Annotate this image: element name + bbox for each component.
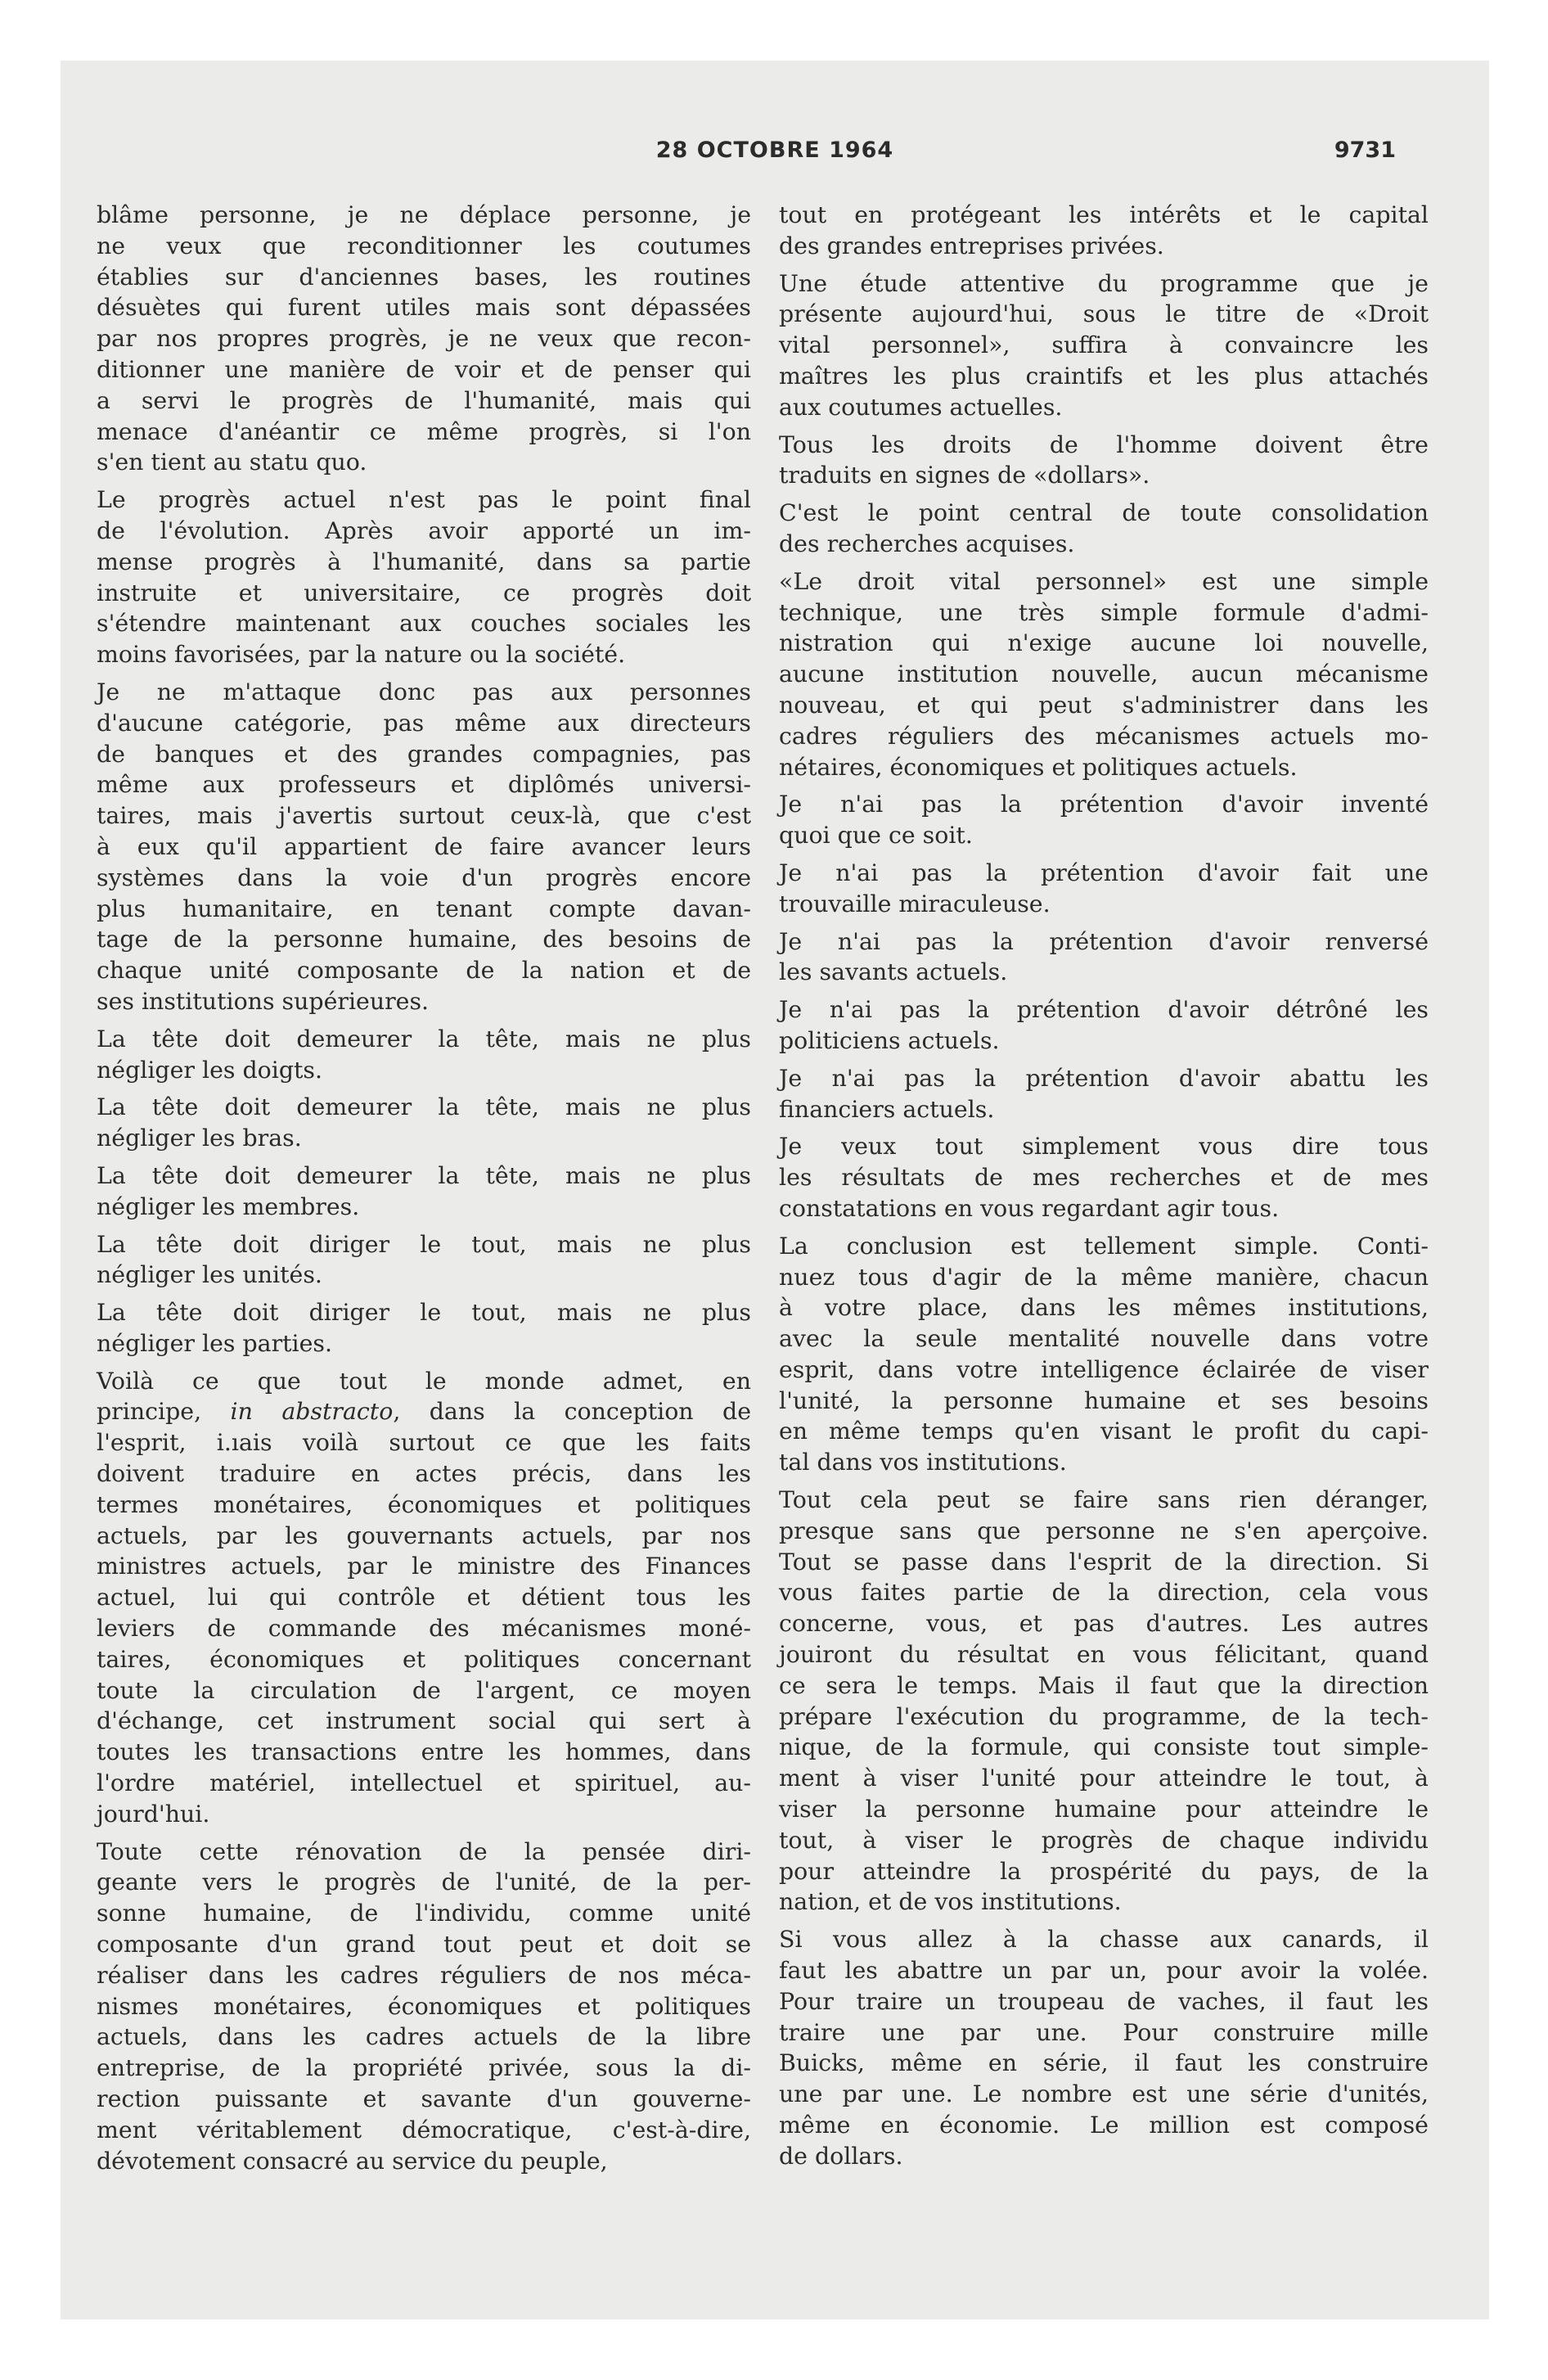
text-line: Toute cette rénovation de la pensée diri-: [97, 1837, 751, 1865]
paragraph: [779, 1231, 1429, 1478]
text-line: menace d'anéantir ce même progrès, si l'on: [97, 417, 751, 445]
text-line: établies sur d'anciennes bases, les routines: [97, 263, 751, 291]
text-line: Je n'ai pas la prétention d'avoir renversé: [779, 927, 1429, 955]
text-line: jourd'hui.: [97, 1800, 210, 1828]
text-line: trouvaille miraculeuse.: [779, 890, 1051, 917]
text-line: La tête doit diriger le tout, mais ne plus: [97, 1299, 751, 1327]
text-line: tout, à viser le progrès de chaque individu: [779, 1826, 1429, 1854]
text-line: présente aujourd'hui, sous le titre de «Droit: [779, 300, 1429, 328]
text-line: ses institutions supérieures.: [97, 987, 430, 1015]
paragraph: [97, 1366, 751, 1830]
text-line: actuels, par les gouvernants actuels, par nos: [97, 1521, 751, 1549]
paragraph: [97, 200, 751, 478]
text-line: en même temps qu'en visant le profit du capi-: [779, 1418, 1429, 1445]
paragraph: [779, 200, 1429, 262]
text-line: Tout cela peut se faire sans rien déranger,: [779, 1486, 1429, 1514]
text-line: Une étude attentive du programme que je: [779, 269, 1429, 297]
text-line: actuel, lui qui contrôle et détient tous les: [97, 1584, 751, 1611]
text-line: systèmes dans la voie d'un progrès encore: [97, 863, 751, 891]
text-line: négliger les parties.: [97, 1329, 333, 1357]
text-line: pour atteindre la prospérité du pays, de la: [779, 1857, 1429, 1885]
text-line: quoi que ce soit.: [779, 822, 973, 850]
text-line: de dollars.: [779, 2142, 903, 2170]
paragraph: [779, 994, 1429, 1057]
text-line: a servi le progrès de l'humanité, mais qui: [97, 386, 751, 414]
left-column: [97, 200, 751, 2176]
text-line: Tout se passe dans l'esprit de la direction. Si: [779, 1548, 1429, 1575]
text-line: entreprise, de la propriété privée, sous la di-: [97, 2054, 751, 2082]
paragraph: [97, 1092, 751, 1154]
text-line: de banques et des grandes compagnies, pas: [97, 740, 751, 768]
text-line: nouveau, et qui peut s'administrer dans les: [779, 691, 1429, 719]
text-line: La conclusion est tellement simple. Conti-: [779, 1232, 1429, 1260]
paragraph: [779, 1924, 1429, 2171]
paragraph-gap: [779, 851, 1429, 858]
text-line: plus humanitaire, en tenant compte davan-: [97, 895, 751, 922]
text-line: prépare l'exécution du programme, de la tech-: [779, 1702, 1429, 1730]
paragraph-gap: [97, 1017, 751, 1024]
paragraph: [97, 1297, 751, 1359]
paragraph-gap: [97, 478, 751, 485]
paragraph-gap: [779, 920, 1429, 926]
text-line: blâme personne, je ne déplace personne, je: [97, 201, 751, 228]
paragraph-gap: [97, 1085, 751, 1092]
text-line: à votre place, dans les mêmes institutions,: [779, 1294, 1429, 1322]
text-line: financiers actuels.: [779, 1095, 995, 1123]
text-line: nation, et de vos institutions.: [779, 1888, 1122, 1916]
text-line: toutes les transactions entre les hommes, dans: [97, 1738, 751, 1766]
paragraph: [779, 1131, 1429, 1224]
paragraph: [779, 268, 1429, 423]
text-line: ne veux que reconditionner les coutumes: [97, 232, 751, 259]
paragraph: [779, 789, 1429, 851]
text-line: actuels, dans les cadres actuels de la libre: [97, 2023, 751, 2051]
text-line: ce sera le temps. Mais il faut que la direction: [779, 1671, 1429, 1699]
text-line: une par une. Le nombre est une série d'unités,: [779, 2080, 1429, 2108]
paragraph: [97, 485, 751, 670]
text-line: La tête doit diriger le tout, mais ne plus: [97, 1230, 751, 1258]
text-line: nistration qui n'exige aucune loi nouvelle,: [779, 629, 1429, 657]
text-line: esprit, dans votre intelligence éclairée de viser: [779, 1355, 1429, 1383]
text-line: Je veux tout simplement vous dire tous: [779, 1133, 1429, 1161]
text-line: Je n'ai pas la prétention d'avoir détrôné les: [779, 996, 1429, 1024]
text-line: geante vers le progrès de l'unité, de la per-: [97, 1868, 751, 1896]
text-line: l'ordre matériel, intellectuel et spirituel, au-: [97, 1769, 751, 1797]
text-line: sonne humaine, de l'individu, comme unité: [97, 1900, 751, 1927]
text-line: ditionner une manière de voir et de penser qui: [97, 355, 751, 383]
text-line: constatations en vous regardant agir tous.: [779, 1194, 1280, 1222]
text-line: les résultats de mes recherches et de mes: [779, 1164, 1429, 1192]
text-line: Si vous allez à la chasse aux canards, il: [779, 1926, 1429, 1954]
paragraph: [97, 1161, 751, 1223]
text-line: nismes monétaires, économiques et politiques: [97, 1992, 751, 2020]
text-line: aux coutumes actuelles.: [779, 393, 1063, 421]
paragraph: [779, 858, 1429, 920]
paragraph-gap: [779, 1125, 1429, 1131]
text-line: par nos propres progrès, je ne veux que recon-: [97, 325, 751, 353]
paragraph-gap: [779, 491, 1429, 498]
text-line: Pour traire un troupeau de vaches, il faut les: [779, 1987, 1429, 2015]
text-line: même aux professeurs et diplômés universi-: [97, 771, 751, 799]
text-line: d'aucune catégorie, pas même aux directeurs: [97, 709, 751, 737]
text-line: d'échange, cet instrument social qui sert à: [97, 1707, 751, 1735]
text-line: s'étendre maintenant aux couches sociales les: [97, 610, 751, 638]
text-line: tage de la personne humaine, des besoins de: [97, 926, 751, 953]
text-line: ment véritablement démocratique, c'est-à-dire,: [97, 2116, 751, 2143]
text-line: l'unité, la personne humaine et ses besoins: [779, 1386, 1429, 1414]
text-line: toute la circulation de l'argent, ce moyen: [97, 1676, 751, 1704]
text-line: avec la seule mentalité nouvelle dans votre: [779, 1325, 1429, 1353]
paragraph-gap: [97, 1291, 751, 1297]
paragraph: [779, 1485, 1429, 1918]
text-line: négliger les unités.: [97, 1261, 322, 1289]
page-header: [61, 137, 1489, 174]
text-line: La tête doit demeurer la tête, mais ne plus: [97, 1025, 751, 1053]
text-line: ministres actuels, par le ministre des Finances: [97, 1553, 751, 1580]
page-number: 9731: [1334, 137, 1396, 163]
text-line: instruite et universitaire, ce progrès doit: [97, 579, 751, 606]
text-line: réaliser dans les cadres réguliers de nos méca-: [97, 1961, 751, 1989]
text-line: vital personnel», suffira à convaincre les: [779, 331, 1429, 359]
paragraph-gap: [97, 1359, 751, 1366]
paragraph: [97, 1837, 751, 2177]
text-line: traduits en signes de «dollars».: [779, 462, 1150, 489]
paragraph-gap: [779, 262, 1429, 268]
paragraph-gap: [779, 988, 1429, 994]
text-line: chaque unité composante de la nation et de: [97, 957, 751, 985]
text-line: nique, de la formule, qui consiste tout simple-: [779, 1733, 1429, 1761]
text-line: désuètes qui furent utiles mais sont dépassées: [97, 294, 751, 322]
paragraph-gap: [97, 670, 751, 677]
text-line: des recherches acquises.: [779, 530, 1075, 557]
paragraph: [779, 498, 1429, 560]
text-line: mense progrès à l'humanité, dans sa partie: [97, 548, 751, 575]
text-line: Tous les droits de l'homme doivent être: [779, 430, 1429, 458]
text-line: taires, économiques et politiques concernant: [97, 1645, 751, 1673]
paragraph: [779, 926, 1429, 989]
text-line: faut les abattre un par un, pour avoir la volée.: [779, 1957, 1429, 1985]
text-line: composante d'un grand tout peut et doit se: [97, 1931, 751, 1959]
paragraph: [97, 1024, 751, 1086]
header-date: 28 OCTOBRE 1964: [655, 137, 894, 163]
paragraph-gap: [779, 560, 1429, 566]
text-line: technique, une très simple formule d'admi-: [779, 598, 1429, 626]
text-line: tal dans vos institutions.: [779, 1449, 1067, 1476]
text-line: C'est le point central de toute consolidation: [779, 499, 1429, 527]
paragraph: [779, 566, 1429, 783]
paragraph-gap: [97, 1154, 751, 1161]
text-line: Je ne m'attaque donc pas aux personnes: [97, 678, 751, 705]
text-line: négliger les doigts.: [97, 1056, 322, 1084]
italic-phrase: in abstracto: [230, 1398, 394, 1426]
text-line: Je n'ai pas la prétention d'avoir abattu les: [779, 1064, 1429, 1092]
text-line: négliger les bras.: [97, 1125, 302, 1152]
text-line: dévotement consacré au service du peuple,: [97, 2147, 608, 2175]
text-line: Le progrès actuel n'est pas le point final: [97, 486, 751, 514]
text-line: nuez tous d'agir de la même manière, chacun: [779, 1263, 1429, 1291]
text-line: cadres réguliers des mécanismes actuels mo-: [779, 722, 1429, 750]
text-line: Je n'ai pas la prétention d'avoir inventé: [779, 791, 1429, 818]
paragraph-gap: [97, 1830, 751, 1837]
text-line: termes monétaires, économiques et politiques: [97, 1490, 751, 1518]
text-line: aucune institution nouvelle, aucun mécanisme: [779, 660, 1429, 688]
text-line: principe, in abstracto, dans la conception de: [97, 1398, 751, 1426]
text-line: doivent traduire en actes précis, dans les: [97, 1460, 751, 1488]
text-line: Voilà ce que tout le monde admet, en: [97, 1367, 751, 1395]
text-line: à eux qu'il appartient de faire avancer leurs: [97, 832, 751, 860]
text-line: ment à viser l'unité pour atteindre le tout, à: [779, 1765, 1429, 1792]
paragraph-gap: [779, 1057, 1429, 1063]
text-line: La tête doit demeurer la tête, mais ne plus: [97, 1093, 751, 1121]
text-line: maîtres les plus craintifs et les plus attachés: [779, 362, 1429, 390]
paragraph-gap: [779, 423, 1429, 430]
text-line: taires, mais j'avertis surtout ceux-là, que c'est: [97, 802, 751, 830]
text-line: Buicks, même en série, il faut les construire: [779, 2049, 1429, 2077]
text-line: leviers de commande des mécanismes moné-: [97, 1615, 751, 1643]
text-line: jouiront du résultat en vous félicitant, quand: [779, 1641, 1429, 1669]
text-line: presque sans que personne ne s'en aperçoive.: [779, 1517, 1429, 1544]
text-line: de l'évolution. Après avoir apporté un im-: [97, 516, 751, 544]
text-line: Je n'ai pas la prétention d'avoir fait une: [779, 859, 1429, 886]
text-line: vous faites partie de la direction, cela vous: [779, 1579, 1429, 1607]
right-column: [779, 200, 1429, 2172]
text-line: nétaires, économiques et politiques actuels.: [779, 753, 1298, 781]
text-line: politiciens actuels.: [779, 1026, 1000, 1054]
paragraph-gap: [779, 1918, 1429, 1924]
text-line: rection puissante et savante d'un gouverne-: [97, 2085, 751, 2113]
paragraph-gap: [779, 782, 1429, 789]
paragraph: [779, 430, 1429, 492]
text-line: des grandes entreprises privées.: [779, 232, 1164, 259]
text-line: La tête doit demeurer la tête, mais ne plus: [97, 1161, 751, 1189]
text-line: les savants actuels.: [779, 958, 1008, 986]
paragraph-gap: [779, 1478, 1429, 1485]
text-line: traire une par une. Pour construire mille: [779, 2018, 1429, 2046]
text-line: même en économie. Le million est composé: [779, 2112, 1429, 2139]
text-line: concerne, vous, et pas d'autres. Les autres: [779, 1610, 1429, 1638]
text-line: tout en protégeant les intérêts et le capital: [779, 201, 1429, 228]
text-line: s'en tient au statu quo.: [97, 449, 367, 476]
text-line: négliger les membres.: [97, 1192, 360, 1220]
text-line: l'esprit, i.ıais voilà surtout ce que les faits: [97, 1429, 751, 1457]
paragraph-gap: [779, 1224, 1429, 1231]
text-line: «Le droit vital personnel» est une simple: [779, 567, 1429, 595]
paragraph: [97, 677, 751, 1017]
paragraph: [779, 1063, 1429, 1125]
text-line: moins favorisées, par la nature ou la société.: [97, 641, 626, 669]
text-line: viser la personne humaine pour atteindre le: [779, 1796, 1429, 1823]
paragraph-gap: [97, 1223, 751, 1229]
paragraph: [97, 1229, 751, 1291]
